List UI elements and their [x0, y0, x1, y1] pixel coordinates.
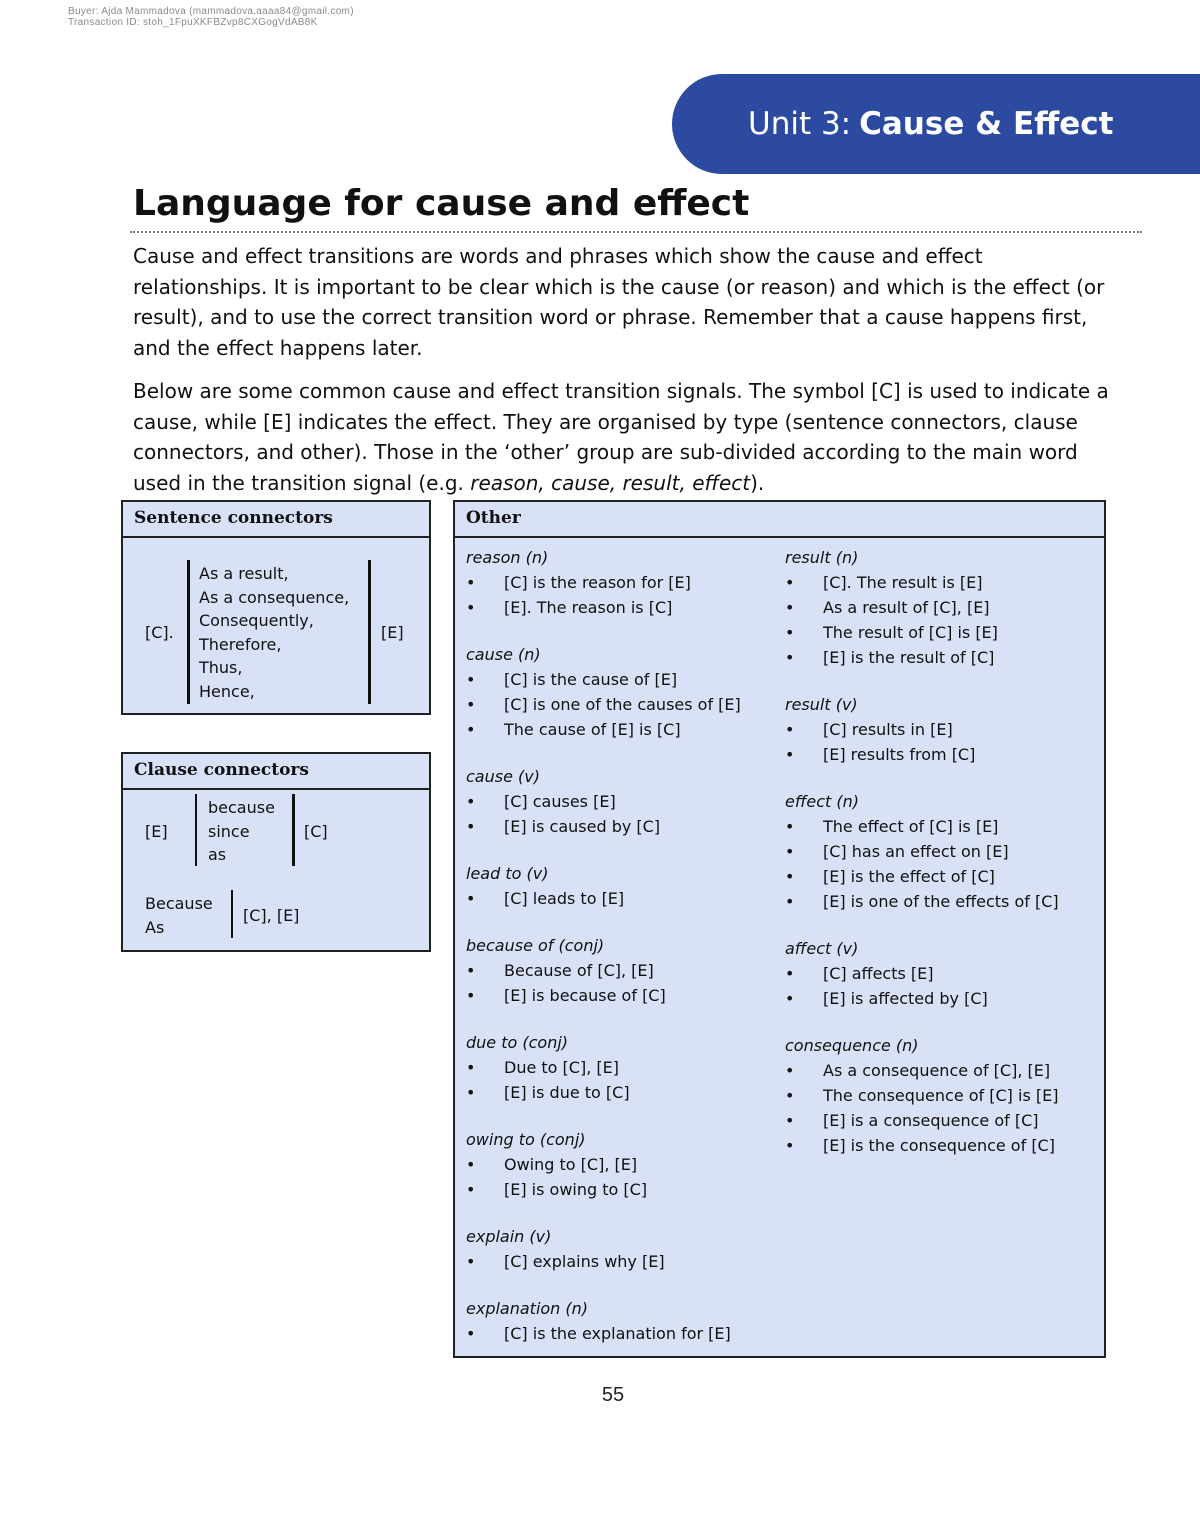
signal-group [466, 1031, 741, 1105]
sentence-connector-item: As a result, [199, 564, 289, 583]
signal-group [785, 1034, 1059, 1158]
signal-group-title: affect (v) [785, 939, 859, 958]
signal-item: • [C] is the reason for [E] [466, 570, 741, 595]
effect-marker: [E] [381, 623, 404, 642]
signal-group [785, 937, 1059, 1011]
signal-group [466, 934, 741, 1008]
signal-list [466, 886, 741, 911]
sentence-connectors-title: Sentence connectors [123, 502, 429, 538]
title-divider [130, 231, 1142, 233]
signal-group-title: consequence (n) [785, 1036, 919, 1055]
clause-connector-item: since [208, 821, 250, 841]
signal-group-title: reason (n) [466, 548, 549, 567]
clause-left-bar [195, 794, 197, 866]
sentence-connectors-body [123, 538, 429, 714]
clause-connector-item: as [208, 845, 227, 865]
signal-item: • Owing to [C], [E] [466, 1152, 741, 1177]
signal-group-title: lead to (v) [466, 864, 549, 883]
signal-list [785, 570, 1059, 670]
effect-marker: [E] [145, 822, 168, 841]
signal-group [785, 790, 1059, 914]
clause-initial-bar [231, 890, 233, 938]
signal-group-title: explain (v) [466, 1227, 552, 1246]
clause-connectors-body [123, 790, 429, 950]
sentence-connector-item: Hence, [199, 681, 255, 701]
signal-group [466, 643, 741, 742]
signal-group [466, 546, 741, 620]
cause-marker: [C]. [145, 623, 174, 642]
signal-item: • [C] results in [E] [785, 717, 1059, 742]
signal-list [785, 717, 1059, 767]
watermark-transaction: Transaction ID: stoh_1FpuXKFBZvp8CXGogVdAB8K [68, 17, 318, 28]
signal-group-title: cause (v) [466, 767, 540, 786]
signal-group [466, 1128, 741, 1202]
signal-list [466, 667, 741, 742]
signal-list [466, 1055, 741, 1105]
signal-item: • [C] has an effect on [E] [785, 839, 1059, 864]
intro-paragraph-1: Cause and effect transitions are words and phrases which show the cause and effect relationships. It is important to be clear which is the cause (or reason) and which is the effect (or result), and to use the correct transition word or phrase. Remember that a cause happens first, and the effect happens later. [133, 244, 1105, 360]
signal-group-title: because of (conj) [466, 936, 605, 955]
signal-item: • [E] is one of the effects of [C] [785, 889, 1059, 914]
left-bracket-bar [187, 560, 190, 704]
clause-right-bar [292, 794, 295, 866]
clause-initial-connector-item: Because [145, 894, 213, 913]
clause-connectors-box [121, 752, 431, 952]
unit-banner [672, 74, 1200, 174]
signal-group [466, 765, 741, 839]
signal-group [785, 693, 1059, 767]
signal-item: • [E] is the consequence of [C] [785, 1133, 1059, 1158]
signal-list [785, 961, 1059, 1011]
other-right-column [785, 546, 1059, 1181]
signal-item: • [E] is caused by [C] [466, 814, 741, 839]
signal-group [466, 862, 741, 911]
other-title: Other [455, 502, 1104, 538]
signal-group-title: explanation (n) [466, 1299, 589, 1318]
signal-item: • The consequence of [C] is [E] [785, 1083, 1059, 1108]
signal-group-title: due to (conj) [466, 1033, 569, 1052]
signal-list [466, 1152, 741, 1202]
signal-item: • As a consequence of [C], [E] [785, 1058, 1059, 1083]
clause-initial-connector-item: As [145, 917, 165, 937]
clause-connector-item: because [208, 798, 275, 817]
signal-item: • [C] causes [E] [466, 789, 741, 814]
signal-item: • [E] results from [C] [785, 742, 1059, 767]
signal-list [466, 570, 741, 620]
signal-item: • Because of [C], [E] [466, 958, 741, 983]
signal-list [785, 1058, 1059, 1158]
signal-group-title: cause (n) [466, 645, 541, 664]
signal-list [466, 789, 741, 839]
signal-item: • [E] is the effect of [C] [785, 864, 1059, 889]
signal-item: • [E] is the result of [C] [785, 645, 1059, 670]
signal-group [466, 1225, 741, 1274]
signal-item: • [C]. The result is [E] [785, 570, 1059, 595]
sentence-connector-list [199, 562, 349, 704]
signal-group-title: result (v) [785, 695, 858, 714]
right-bracket-bar [368, 560, 371, 704]
other-left-column [466, 546, 741, 1369]
signal-group-title: effect (n) [785, 792, 860, 811]
cause-marker: [C] [304, 822, 328, 841]
signal-list [466, 1249, 741, 1274]
signal-group-title: result (n) [785, 548, 859, 567]
signal-item: • As a result of [C], [E] [785, 595, 1059, 620]
clause-connector-list [208, 796, 275, 867]
signal-item: • The cause of [E] is [C] [466, 717, 741, 742]
clause-connectors-title: Clause connectors [123, 754, 429, 790]
page-title: Language for cause and effect [133, 183, 750, 224]
page-number: 55 [601, 1384, 625, 1406]
sentence-connectors-box [121, 500, 431, 715]
clause-initial-connector-list [145, 892, 213, 939]
signal-item: • The effect of [C] is [E] [785, 814, 1059, 839]
sentence-connector-item: Therefore, [199, 634, 282, 654]
signal-group-title: owing to (conj) [466, 1130, 586, 1149]
signal-list [466, 1321, 741, 1346]
signal-item: • [C] explains why [E] [466, 1249, 741, 1274]
cause-effect-pattern: [C], [E] [243, 906, 300, 925]
signal-item: • [C] is one of the causes of [E] [466, 692, 741, 717]
signal-item: • [E] is affected by [C] [785, 986, 1059, 1011]
signal-item: • [C] leads to [E] [466, 886, 741, 911]
signal-item: • [E] is owing to [C] [466, 1177, 741, 1202]
sentence-connector-item: Consequently, [199, 611, 314, 631]
signal-item: • [E] is a consequence of [C] [785, 1108, 1059, 1133]
signal-item: • [E]. The reason is [C] [466, 595, 741, 620]
unit-label: Unit 3: [748, 106, 852, 142]
signal-item: • [C] is the cause of [E] [466, 667, 741, 692]
signal-list [785, 814, 1059, 914]
signal-group [785, 546, 1059, 670]
sentence-connector-item: Thus, [199, 658, 243, 678]
signal-group [466, 1297, 741, 1346]
signal-item: • Due to [C], [E] [466, 1055, 741, 1080]
signal-item: • [E] is due to [C] [466, 1080, 741, 1105]
signal-item: • [E] is because of [C] [466, 983, 741, 1008]
signal-list [466, 958, 741, 1008]
unit-title: Cause & Effect [859, 106, 1114, 142]
watermark-buyer: Buyer: Ajda Mammadova (mammadova.aaaa84@gmail.com) [68, 6, 354, 17]
watermark [68, 6, 354, 28]
signal-item: • [C] is the explanation for [E] [466, 1321, 741, 1346]
signal-item: • The result of [C] is [E] [785, 620, 1059, 645]
signal-item: • [C] affects [E] [785, 961, 1059, 986]
intro-paragraph-2: Below are some common cause and effect transition signals. The symbol [C] is used to indicate a cause, while [E] indicates the effect. They are organised by type (sentence connectors, clause connectors, and other). Those in the ‘other’ group are sub-divided according to the main word used in the transition signal (e.g. reason, cause, result, effect). [133, 379, 1109, 495]
sentence-connector-item: As a consequence, [199, 587, 350, 607]
other-box [453, 500, 1106, 1358]
